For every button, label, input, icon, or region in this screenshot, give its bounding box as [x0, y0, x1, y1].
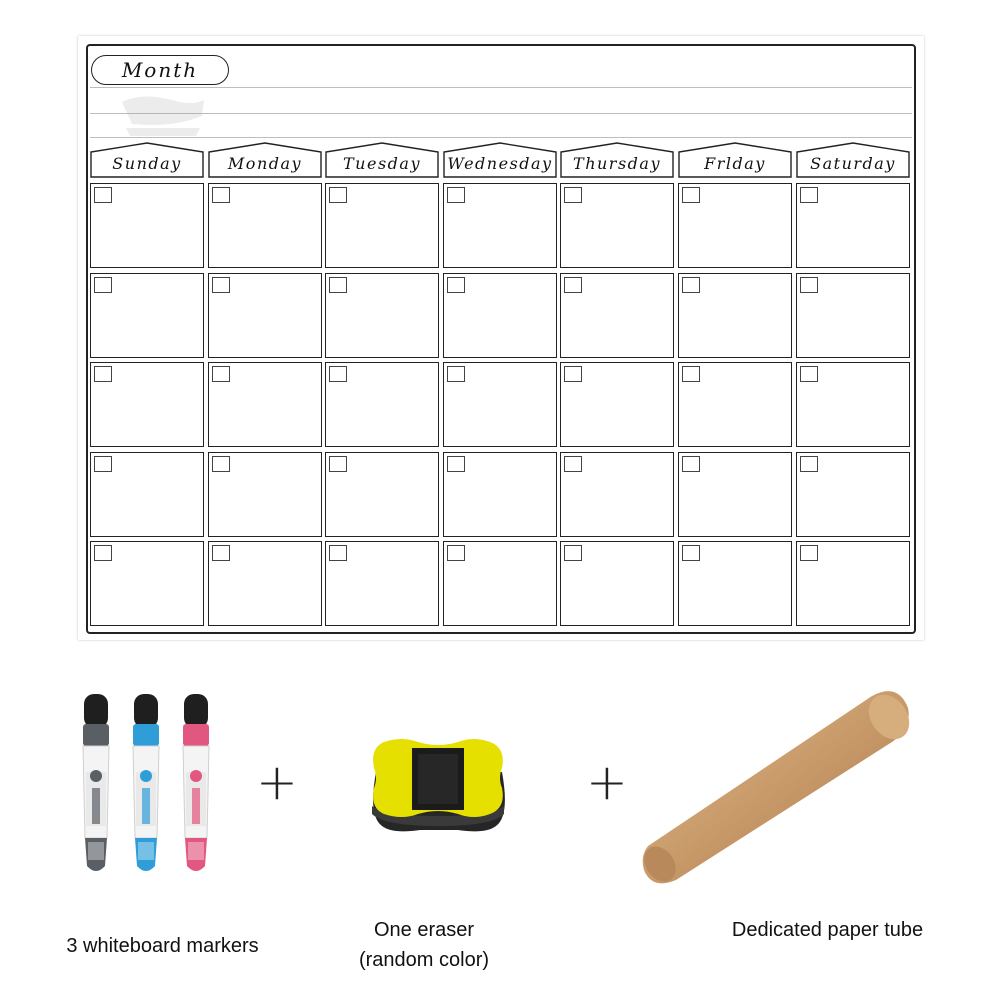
date-box[interactable] [447, 366, 465, 382]
date-box[interactable] [212, 545, 230, 561]
whiteboard-markers-image [80, 688, 240, 888]
calendar-day-cell[interactable] [560, 183, 674, 268]
calendar-day-cell[interactable] [560, 541, 674, 626]
tube-caption: Dedicated paper tube [731, 919, 924, 941]
calendar-day-cell[interactable] [443, 273, 557, 358]
calendar-day-cell[interactable] [560, 452, 674, 537]
calendar-day-cell[interactable] [678, 452, 792, 537]
calendar-day-cell[interactable] [90, 183, 204, 268]
date-box[interactable] [800, 456, 818, 472]
month-line [90, 137, 912, 138]
weekday-label: Saturday [810, 154, 896, 173]
calendar-day-cell[interactable] [678, 183, 792, 268]
date-box[interactable] [94, 187, 112, 203]
whiteboard-calendar [78, 36, 924, 640]
weekday-header-tuesday [325, 142, 439, 178]
weekday-header-sunday [90, 142, 204, 178]
date-box[interactable] [564, 277, 582, 293]
date-box[interactable] [800, 277, 818, 293]
date-box[interactable] [94, 456, 112, 472]
calendar-day-cell[interactable] [560, 362, 674, 447]
calendar-day-cell[interactable] [560, 273, 674, 358]
date-box[interactable] [682, 456, 700, 472]
date-box[interactable] [329, 366, 347, 382]
weekday-header-thursday [560, 142, 674, 178]
calendar-day-cell[interactable] [325, 273, 439, 358]
date-box[interactable] [564, 456, 582, 472]
calendar-day-cell[interactable] [208, 273, 322, 358]
weekday-label: Tuesday [343, 154, 421, 173]
date-box[interactable] [800, 187, 818, 203]
date-box[interactable] [94, 545, 112, 561]
calendar-day-cell[interactable] [325, 541, 439, 626]
calendar-day-cell[interactable] [208, 452, 322, 537]
month-line [90, 87, 912, 88]
calendar-day-cell[interactable] [796, 452, 910, 537]
faint-logo-mark [112, 94, 212, 136]
whiteboard-marker [83, 694, 109, 871]
date-box[interactable] [94, 366, 112, 382]
date-box[interactable] [329, 277, 347, 293]
date-box[interactable] [447, 456, 465, 472]
eraser-caption-line-1: One eraser [373, 919, 475, 941]
date-box[interactable] [329, 456, 347, 472]
date-box[interactable] [800, 366, 818, 382]
calendar-day-cell[interactable] [90, 541, 204, 626]
weekday-label: Thursday [573, 154, 661, 173]
plus-sign: + [586, 753, 628, 811]
calendar-day-cell[interactable] [443, 452, 557, 537]
date-box[interactable] [682, 545, 700, 561]
calendar-day-cell[interactable] [678, 273, 792, 358]
date-box[interactable] [212, 187, 230, 203]
calendar-day-cell[interactable] [678, 541, 792, 626]
calendar-day-cell[interactable] [90, 362, 204, 447]
magnetic-eraser-image [362, 734, 514, 840]
weekday-label: Frlday [704, 154, 766, 173]
plus-sign: + [256, 753, 298, 811]
calendar-day-cell[interactable] [443, 362, 557, 447]
date-box[interactable] [564, 366, 582, 382]
date-box[interactable] [682, 366, 700, 382]
date-box[interactable] [564, 545, 582, 561]
date-box[interactable] [329, 187, 347, 203]
weekday-label: Monday [227, 154, 303, 173]
date-box[interactable] [212, 277, 230, 293]
date-box[interactable] [447, 187, 465, 203]
markers-caption: 3 whiteboard markers [66, 935, 259, 957]
calendar-day-cell[interactable] [208, 362, 322, 447]
date-box[interactable] [564, 187, 582, 203]
weekday-header-saturday [796, 142, 910, 178]
calendar-day-cell[interactable] [443, 183, 557, 268]
date-box[interactable] [682, 277, 700, 293]
calendar-day-cell[interactable] [796, 183, 910, 268]
weekday-header-monday [208, 142, 322, 178]
paper-tube-image [640, 684, 914, 888]
date-box[interactable] [447, 545, 465, 561]
weekday-header-wednesday [443, 142, 557, 178]
whiteboard-marker [183, 694, 209, 871]
calendar-day-cell[interactable] [796, 273, 910, 358]
calendar-day-cell[interactable] [796, 541, 910, 626]
weekday-header-frlday [678, 142, 792, 178]
calendar-day-cell[interactable] [90, 273, 204, 358]
calendar-day-cell[interactable] [796, 362, 910, 447]
date-box[interactable] [682, 187, 700, 203]
calendar-day-cell[interactable] [678, 362, 792, 447]
weekday-label: Sunday [112, 154, 182, 173]
calendar-day-cell[interactable] [90, 452, 204, 537]
date-box[interactable] [800, 545, 818, 561]
date-box[interactable] [447, 277, 465, 293]
calendar-day-cell[interactable] [325, 183, 439, 268]
date-box[interactable] [212, 456, 230, 472]
calendar-day-cell[interactable] [443, 541, 557, 626]
calendar-day-cell[interactable] [325, 452, 439, 537]
weekday-label: Wednesday [447, 154, 553, 173]
date-box[interactable] [329, 545, 347, 561]
calendar-day-cell[interactable] [208, 541, 322, 626]
month-line [90, 113, 912, 114]
whiteboard-marker [133, 694, 159, 871]
date-box[interactable] [94, 277, 112, 293]
date-box[interactable] [212, 366, 230, 382]
eraser-caption-line-2: (random color) [358, 949, 490, 971]
month-label: Month [91, 55, 229, 85]
calendar-day-cell[interactable] [325, 362, 439, 447]
calendar-day-cell[interactable] [208, 183, 322, 268]
